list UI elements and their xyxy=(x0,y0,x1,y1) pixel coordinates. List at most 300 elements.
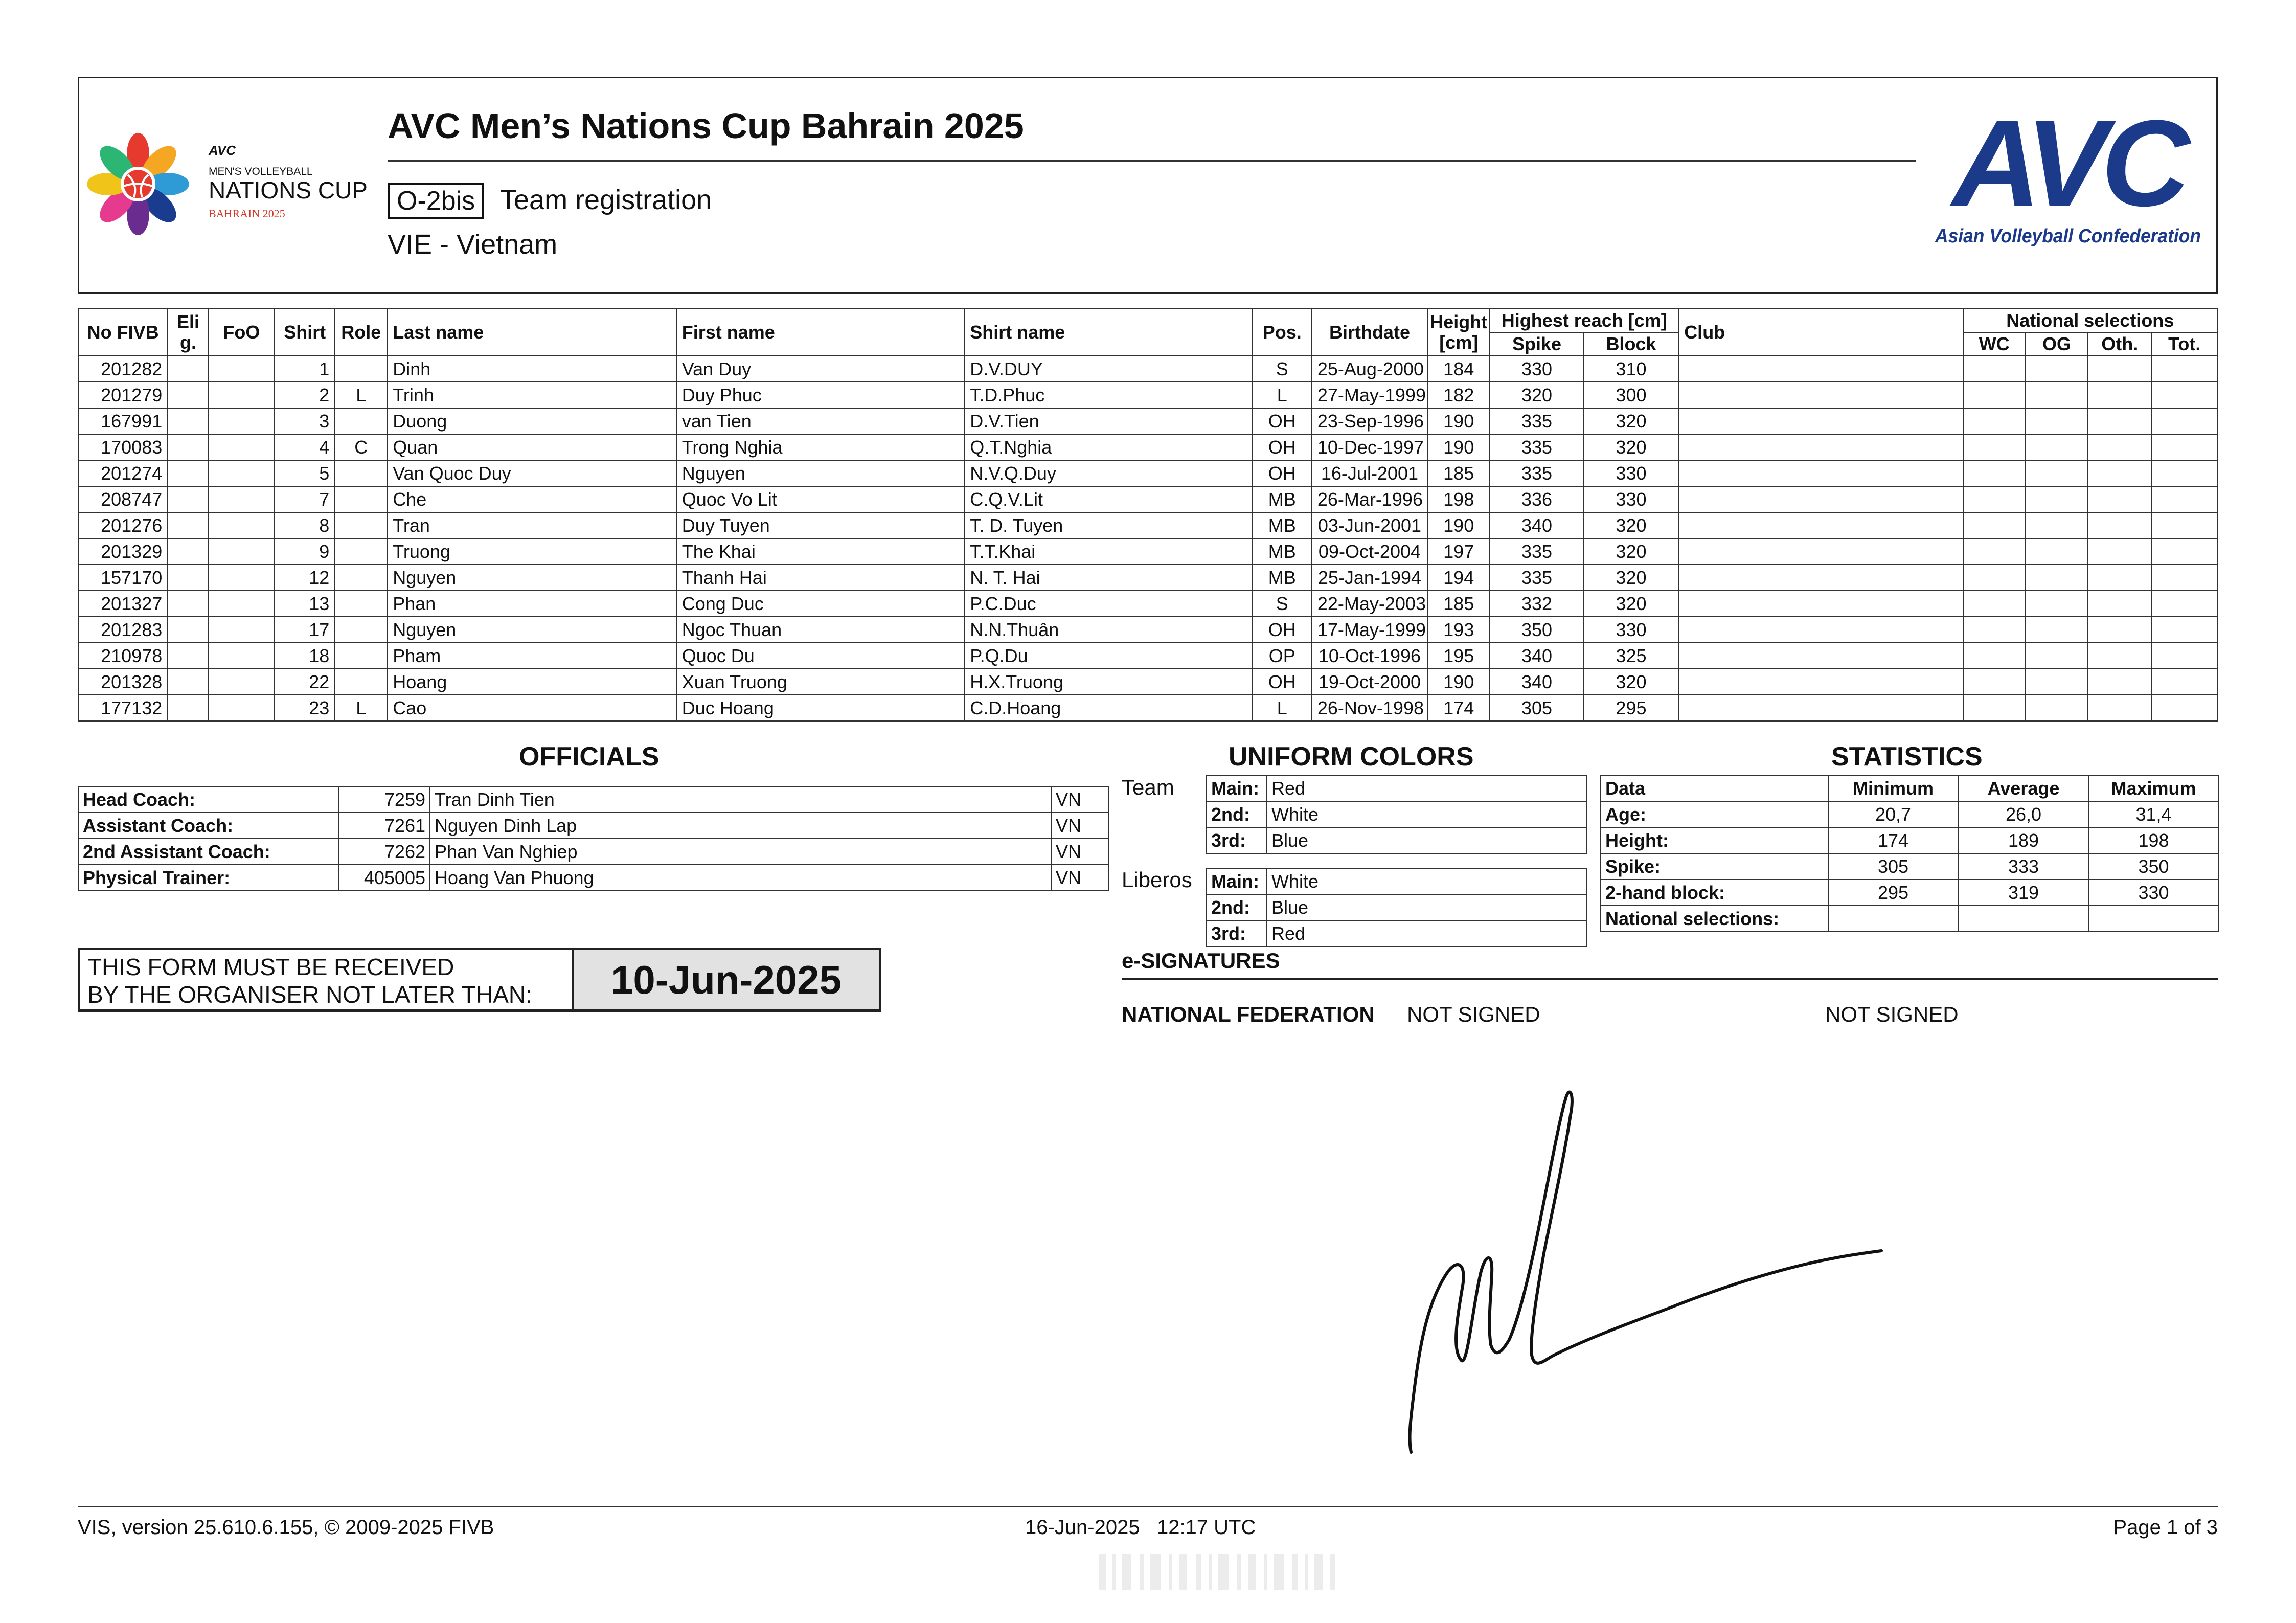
player-shirt-name: D.V.Tien xyxy=(964,408,1252,434)
player-shirt-name: N.N.Thuân xyxy=(964,617,1252,643)
player-fivb-number: 157170 xyxy=(78,565,168,591)
player-wc xyxy=(1963,512,2026,538)
official-id: 7262 xyxy=(339,839,430,865)
player-row xyxy=(78,643,2217,669)
col-last-name: Last name xyxy=(387,309,676,356)
player-shirt-number: 7 xyxy=(275,486,335,512)
player-wc xyxy=(1963,643,2026,669)
player-og xyxy=(2026,538,2088,565)
player-tot xyxy=(2151,565,2217,591)
uniform-liberos-color: Blue xyxy=(1267,894,1586,920)
player-oth xyxy=(2088,617,2151,643)
player-elig xyxy=(168,382,208,408)
player-position: OH xyxy=(1253,617,1312,643)
player-tot xyxy=(2151,643,2217,669)
player-last-name: Nguyen xyxy=(387,565,676,591)
player-foo xyxy=(209,591,275,617)
player-shirt-name: C.Q.V.Lit xyxy=(964,486,1252,512)
event-logo-brand: AVC xyxy=(209,143,236,158)
player-fivb-number: 201276 xyxy=(78,512,168,538)
player-first-name: Cong Duc xyxy=(676,591,964,617)
player-first-name: Quoc Vo Lit xyxy=(676,486,964,512)
avc-subtitle: Asian Volleyball Confederation xyxy=(1935,226,2201,247)
player-fivb-number: 201327 xyxy=(78,591,168,617)
event-title: AVC Men’s Nations Cup Bahrain 2025 xyxy=(388,106,1024,146)
official-id: 7259 xyxy=(339,786,430,813)
player-oth xyxy=(2088,356,2151,382)
stat-maximum: 198 xyxy=(2089,827,2218,853)
player-oth xyxy=(2088,643,2151,669)
officials-title: OFFICIALS xyxy=(519,742,660,772)
deadline-line-2: BY THE ORGANISER NOT LATER THAN: xyxy=(87,981,532,1008)
uniform-liberos-row xyxy=(1207,868,1586,894)
player-oth xyxy=(2088,591,2151,617)
player-tot xyxy=(2151,512,2217,538)
player-block: 320 xyxy=(1584,512,1678,538)
player-shirt-name: P.Q.Du xyxy=(964,643,1252,669)
player-last-name: Quan xyxy=(387,434,676,460)
player-shirt-number: 17 xyxy=(275,617,335,643)
official-name: Phan Van Nghiep xyxy=(430,839,1051,865)
player-spike: 340 xyxy=(1490,643,1583,669)
uniform-liberos-body xyxy=(1207,868,1586,946)
player-first-name: Trong Nghia xyxy=(676,434,964,460)
player-role xyxy=(335,538,387,565)
footer-barcode-watermark xyxy=(1099,1549,1345,1595)
player-fivb-number: 170083 xyxy=(78,434,168,460)
player-role xyxy=(335,512,387,538)
player-birthdate: 23-Sep-1996 xyxy=(1312,408,1427,434)
player-role: L xyxy=(335,695,387,721)
deadline-line-1: THIS FORM MUST BE RECEIVED xyxy=(87,954,454,980)
col-first-name: First name xyxy=(676,309,964,356)
player-shirt-number: 2 xyxy=(275,382,335,408)
player-elig xyxy=(168,460,208,486)
player-row xyxy=(78,382,2217,408)
player-role xyxy=(335,617,387,643)
nations-cup-logo xyxy=(87,130,383,238)
player-og xyxy=(2026,617,2088,643)
uniform-liberos-key: 3rd: xyxy=(1207,920,1267,946)
player-role xyxy=(335,643,387,669)
player-elig xyxy=(168,617,208,643)
player-last-name: Hoang xyxy=(387,669,676,695)
player-wc xyxy=(1963,356,2026,382)
player-wc xyxy=(1963,669,2026,695)
stat-average: 189 xyxy=(1958,827,2089,853)
player-spike: 320 xyxy=(1490,382,1583,408)
player-tot xyxy=(2151,669,2217,695)
player-oth xyxy=(2088,565,2151,591)
player-row xyxy=(78,669,2217,695)
player-position: MB xyxy=(1253,538,1312,565)
player-birthdate: 25-Jan-1994 xyxy=(1312,565,1427,591)
form-code: O-2bis xyxy=(388,183,484,219)
player-og xyxy=(2026,382,2088,408)
player-foo xyxy=(209,382,275,408)
col-birthdate: Birthdate xyxy=(1312,309,1427,356)
statistics-header-row xyxy=(1601,775,2218,801)
player-position: S xyxy=(1253,356,1312,382)
player-last-name: Che xyxy=(387,486,676,512)
player-spike: 330 xyxy=(1490,356,1583,382)
official-nationality: VN xyxy=(1051,813,1108,839)
player-wc xyxy=(1963,695,2026,721)
player-position: OH xyxy=(1253,408,1312,434)
player-spike: 335 xyxy=(1490,565,1583,591)
player-elig xyxy=(168,486,208,512)
player-first-name: The Khai xyxy=(676,538,964,565)
player-shirt-number: 12 xyxy=(275,565,335,591)
player-height: 195 xyxy=(1427,643,1490,669)
player-club xyxy=(1678,486,1963,512)
stats-col-average: Average xyxy=(1958,775,2089,801)
uniform-liberos-label: Liberos xyxy=(1122,868,1192,892)
stat-average: 26,0 xyxy=(1958,801,2089,827)
player-birthdate: 10-Dec-1997 xyxy=(1312,434,1427,460)
uniform-team-label: Team xyxy=(1122,775,1174,799)
player-spike: 335 xyxy=(1490,434,1583,460)
uniform-team-color: Blue xyxy=(1267,827,1586,853)
player-oth xyxy=(2088,382,2151,408)
player-elig xyxy=(168,408,208,434)
player-role xyxy=(335,669,387,695)
player-club xyxy=(1678,434,1963,460)
player-height: 182 xyxy=(1427,382,1490,408)
player-og xyxy=(2026,565,2088,591)
player-shirt-name: N. T. Hai xyxy=(964,565,1252,591)
player-elig xyxy=(168,695,208,721)
footer-timestamp: 16-Jun-2025 12:17 UTC xyxy=(1025,1516,1256,1539)
player-fivb-number: 201279 xyxy=(78,382,168,408)
official-role: 2nd Assistant Coach: xyxy=(78,839,339,865)
deadline-date: 10-Jun-2025 xyxy=(574,950,879,1009)
player-wc xyxy=(1963,538,2026,565)
official-name: Hoang Van Phuong xyxy=(430,865,1051,891)
player-shirt-name: T.D.Phuc xyxy=(964,382,1252,408)
player-club xyxy=(1678,512,1963,538)
stat-average xyxy=(1958,906,2089,932)
player-row xyxy=(78,356,2217,382)
player-block: 330 xyxy=(1584,617,1678,643)
player-foo xyxy=(209,565,275,591)
player-shirt-name: T. D. Tuyen xyxy=(964,512,1252,538)
uniform-team-table xyxy=(1206,775,1587,854)
player-row xyxy=(78,565,2217,591)
col-block: Block xyxy=(1584,332,1678,356)
player-first-name: Quoc Du xyxy=(676,643,964,669)
player-block: 330 xyxy=(1584,486,1678,512)
player-og xyxy=(2026,486,2088,512)
player-club xyxy=(1678,669,1963,695)
official-nationality: VN xyxy=(1051,839,1108,865)
player-spike: 335 xyxy=(1490,408,1583,434)
player-height: 184 xyxy=(1427,356,1490,382)
avc-wordmark: AVC xyxy=(1952,114,2184,232)
players-header-row-1 xyxy=(78,309,2217,332)
player-birthdate: 10-Oct-1996 xyxy=(1312,643,1427,669)
player-row xyxy=(78,512,2217,538)
player-block: 310 xyxy=(1584,356,1678,382)
player-shirt-number: 13 xyxy=(275,591,335,617)
statistics-row xyxy=(1601,827,2218,853)
player-height: 185 xyxy=(1427,460,1490,486)
player-fivb-number: 201283 xyxy=(78,617,168,643)
player-og xyxy=(2026,460,2088,486)
title-rule xyxy=(388,160,1916,162)
stats-col-minimum: Minimum xyxy=(1828,775,1958,801)
statistics-title: STATISTICS xyxy=(1831,742,1983,772)
player-fivb-number: 177132 xyxy=(78,695,168,721)
stat-maximum xyxy=(2089,906,2218,932)
player-block: 320 xyxy=(1584,669,1678,695)
event-logo-line1: MEN'S VOLLEYBALL xyxy=(209,166,313,177)
player-row xyxy=(78,486,2217,512)
player-row xyxy=(78,538,2217,565)
player-fivb-number: 208747 xyxy=(78,486,168,512)
col-club: Club xyxy=(1678,309,1963,356)
statistics-row xyxy=(1601,906,2218,932)
uniform-liberos-row xyxy=(1207,920,1586,946)
player-tot xyxy=(2151,434,2217,460)
uniform-team-key: 3rd: xyxy=(1207,827,1267,853)
stats-col-data: Data xyxy=(1601,775,1828,801)
player-club xyxy=(1678,408,1963,434)
player-spike: 350 xyxy=(1490,617,1583,643)
uniform-liberos-table xyxy=(1206,868,1587,947)
player-birthdate: 03-Jun-2001 xyxy=(1312,512,1427,538)
player-position: S xyxy=(1253,591,1312,617)
player-shirt-number: 4 xyxy=(275,434,335,460)
players-table xyxy=(78,308,2218,722)
player-club xyxy=(1678,382,1963,408)
stat-label: Spike: xyxy=(1601,853,1828,880)
player-height: 194 xyxy=(1427,565,1490,591)
player-block: 320 xyxy=(1584,565,1678,591)
official-row xyxy=(78,839,1108,865)
player-birthdate: 19-Oct-2000 xyxy=(1312,669,1427,695)
stat-label: 2-hand block: xyxy=(1601,880,1828,906)
player-birthdate: 16-Jul-2001 xyxy=(1312,460,1427,486)
player-foo xyxy=(209,643,275,669)
player-spike: 332 xyxy=(1490,591,1583,617)
official-role: Assistant Coach: xyxy=(78,813,339,839)
player-club xyxy=(1678,617,1963,643)
col-wc: WC xyxy=(1963,332,2026,356)
player-height: 193 xyxy=(1427,617,1490,643)
player-role: C xyxy=(335,434,387,460)
player-last-name: Nguyen xyxy=(387,617,676,643)
player-tot xyxy=(2151,591,2217,617)
player-foo xyxy=(209,356,275,382)
player-oth xyxy=(2088,434,2151,460)
player-row xyxy=(78,434,2217,460)
player-foo xyxy=(209,669,275,695)
player-first-name: Thanh Hai xyxy=(676,565,964,591)
player-last-name: Truong xyxy=(387,538,676,565)
player-shirt-number: 18 xyxy=(275,643,335,669)
player-club xyxy=(1678,356,1963,382)
stat-minimum xyxy=(1828,906,1958,932)
player-first-name: Nguyen xyxy=(676,460,964,486)
player-og xyxy=(2026,512,2088,538)
uniform-team-row xyxy=(1207,827,1586,853)
esignatures-title: e-SIGNATURES xyxy=(1122,949,1280,973)
col-height: Height [cm] xyxy=(1427,309,1490,356)
player-fivb-number: 201329 xyxy=(78,538,168,565)
player-height: 190 xyxy=(1427,434,1490,460)
player-foo xyxy=(209,617,275,643)
player-foo xyxy=(209,460,275,486)
player-foo xyxy=(209,486,275,512)
player-tot xyxy=(2151,617,2217,643)
stat-label: National selections: xyxy=(1601,906,1828,932)
player-role xyxy=(335,460,387,486)
player-block: 330 xyxy=(1584,460,1678,486)
player-shirt-name: P.C.Duc xyxy=(964,591,1252,617)
stat-average: 333 xyxy=(1958,853,2089,880)
col-pos: Pos. xyxy=(1253,309,1312,356)
uniform-team-row xyxy=(1207,801,1586,827)
player-wc xyxy=(1963,408,2026,434)
player-tot xyxy=(2151,356,2217,382)
stat-label: Height: xyxy=(1601,827,1828,853)
player-oth xyxy=(2088,695,2151,721)
signature-status-1: NOT SIGNED xyxy=(1407,1002,1540,1026)
player-first-name: van Tien xyxy=(676,408,964,434)
player-wc xyxy=(1963,591,2026,617)
player-tot xyxy=(2151,382,2217,408)
player-spike: 305 xyxy=(1490,695,1583,721)
player-shirt-number: 5 xyxy=(275,460,335,486)
uniform-title: UNIFORM COLORS xyxy=(1229,742,1474,772)
player-birthdate: 22-May-2003 xyxy=(1312,591,1427,617)
player-spike: 336 xyxy=(1490,486,1583,512)
statistics-row xyxy=(1601,880,2218,906)
form-name: Team registration xyxy=(500,185,712,215)
player-last-name: Dinh xyxy=(387,356,676,382)
player-shirt-name: H.X.Truong xyxy=(964,669,1252,695)
player-block: 320 xyxy=(1584,434,1678,460)
player-wc xyxy=(1963,434,2026,460)
player-position: L xyxy=(1253,695,1312,721)
player-birthdate: 17-May-1999 xyxy=(1312,617,1427,643)
uniform-liberos-row xyxy=(1207,894,1586,920)
player-foo xyxy=(209,434,275,460)
stat-minimum: 174 xyxy=(1828,827,1958,853)
col-national-selections: National selections xyxy=(1963,309,2217,332)
player-height: 190 xyxy=(1427,408,1490,434)
player-block: 320 xyxy=(1584,591,1678,617)
official-name: Nguyen Dinh Lap xyxy=(430,813,1051,839)
player-first-name: Duc Hoang xyxy=(676,695,964,721)
handwritten-signature xyxy=(1391,1084,1892,1473)
player-foo xyxy=(209,695,275,721)
player-shirt-number: 23 xyxy=(275,695,335,721)
player-elig xyxy=(168,512,208,538)
player-shirt-name: D.V.DUY xyxy=(964,356,1252,382)
player-last-name: Phan xyxy=(387,591,676,617)
player-elig xyxy=(168,434,208,460)
player-foo xyxy=(209,538,275,565)
uniform-team-body xyxy=(1207,775,1586,853)
col-og: OG xyxy=(2026,332,2088,356)
player-row xyxy=(78,695,2217,721)
player-shirt-number: 9 xyxy=(275,538,335,565)
col-tot: Tot. xyxy=(2151,332,2217,356)
player-shirt-name: N.V.Q.Duy xyxy=(964,460,1252,486)
player-height: 174 xyxy=(1427,695,1490,721)
uniform-team-row xyxy=(1207,775,1586,801)
official-nationality: VN xyxy=(1051,865,1108,891)
players-body xyxy=(78,356,2217,721)
player-wc xyxy=(1963,460,2026,486)
stats-col-maximum: Maximum xyxy=(2089,775,2218,801)
player-wc xyxy=(1963,486,2026,512)
player-block: 300 xyxy=(1584,382,1678,408)
stat-maximum: 330 xyxy=(2089,880,2218,906)
player-role xyxy=(335,356,387,382)
player-birthdate: 26-Nov-1998 xyxy=(1312,695,1427,721)
official-role: Head Coach: xyxy=(78,786,339,813)
player-last-name: Van Quoc Duy xyxy=(387,460,676,486)
officials-body xyxy=(78,786,1108,891)
player-role xyxy=(335,486,387,512)
player-elig xyxy=(168,565,208,591)
player-foo xyxy=(209,408,275,434)
uniform-liberos-color: White xyxy=(1267,868,1586,894)
official-id: 405005 xyxy=(339,865,430,891)
player-row xyxy=(78,460,2217,486)
player-row xyxy=(78,408,2217,434)
player-shirt-number: 1 xyxy=(275,356,335,382)
player-elig xyxy=(168,591,208,617)
player-tot xyxy=(2151,538,2217,565)
event-logo-line2: NATIONS CUP xyxy=(209,177,368,204)
player-role xyxy=(335,591,387,617)
player-tot xyxy=(2151,486,2217,512)
player-fivb-number: 210978 xyxy=(78,643,168,669)
player-club xyxy=(1678,695,1963,721)
official-row xyxy=(78,865,1108,891)
player-first-name: Ngoc Thuan xyxy=(676,617,964,643)
player-last-name: Cao xyxy=(387,695,676,721)
player-oth xyxy=(2088,408,2151,434)
statistics-row xyxy=(1601,801,2218,827)
player-tot xyxy=(2151,460,2217,486)
player-first-name: Xuan Truong xyxy=(676,669,964,695)
player-shirt-name: Q.T.Nghia xyxy=(964,434,1252,460)
player-shirt-name: T.T.Khai xyxy=(964,538,1252,565)
official-nationality: VN xyxy=(1051,786,1108,813)
player-position: OP xyxy=(1253,643,1312,669)
col-foo: FoO xyxy=(209,309,275,356)
player-height: 198 xyxy=(1427,486,1490,512)
player-birthdate: 26-Mar-1996 xyxy=(1312,486,1427,512)
player-foo xyxy=(209,512,275,538)
player-shirt-number: 3 xyxy=(275,408,335,434)
signature-status-2: NOT SIGNED xyxy=(1825,1002,1959,1026)
col-spike: Spike xyxy=(1490,332,1583,356)
player-role: L xyxy=(335,382,387,408)
stat-maximum: 350 xyxy=(2089,853,2218,880)
player-og xyxy=(2026,669,2088,695)
player-club xyxy=(1678,643,1963,669)
player-elig xyxy=(168,643,208,669)
player-wc xyxy=(1963,565,2026,591)
player-oth xyxy=(2088,669,2151,695)
player-birthdate: 09-Oct-2004 xyxy=(1312,538,1427,565)
